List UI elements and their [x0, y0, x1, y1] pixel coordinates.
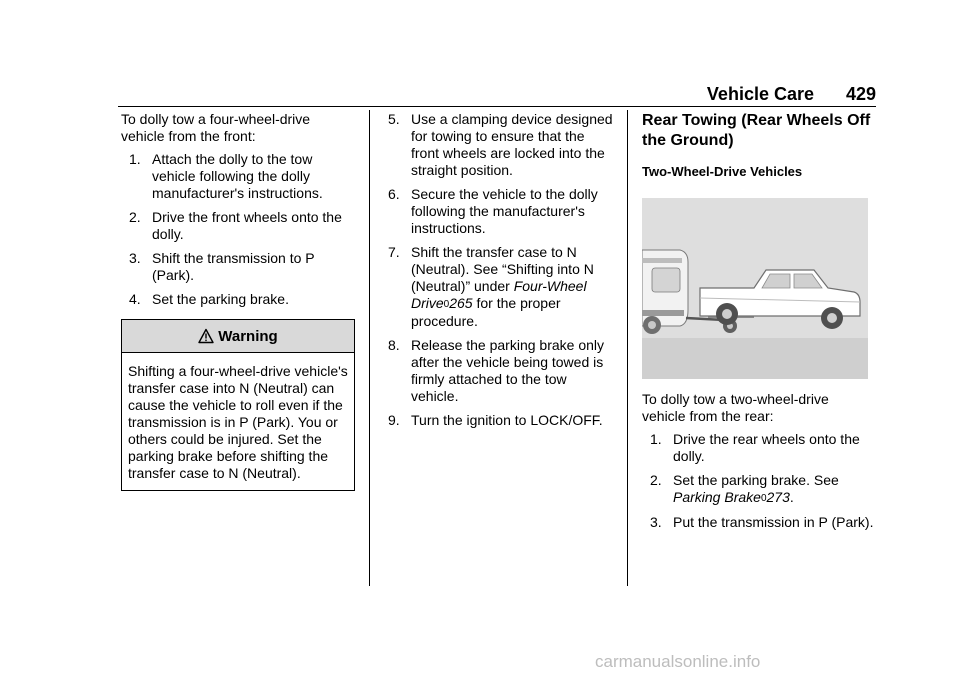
step-text: Release the parking brake only after the vehicle being towed is firmly attached to the tow vehicle. [411, 337, 605, 404]
step-text: Put the transmission in P (Park). [673, 514, 874, 530]
step-number: 1. [650, 431, 662, 447]
list-item [121, 250, 356, 284]
list-item [388, 111, 614, 179]
step-number: 2. [129, 209, 141, 225]
step-number: 2. [650, 472, 662, 488]
step-number: 9. [388, 412, 400, 428]
steps-list [388, 111, 614, 429]
column-divider [369, 110, 370, 586]
list-item [388, 186, 614, 237]
step-text: Set the parking brake. See [673, 472, 839, 488]
reference-arrow-icon: 0 [443, 299, 450, 310]
list-item [642, 431, 876, 465]
steps-list [642, 431, 876, 531]
list-item [388, 244, 614, 330]
step-text: Shift the transfer case to N (Neutral). See “Shifting into N (Neutral)” under [411, 244, 594, 294]
step-text: Secure the vehicle to the dolly following the manufacturer's instructions. [411, 186, 598, 236]
reference-arrow-icon: 0 [760, 493, 767, 504]
step-number: 6. [388, 186, 400, 202]
subsection-heading: Two-Wheel-Drive Vehicles [642, 164, 803, 179]
step-number: 4. [129, 291, 141, 307]
warning-title: Warning [218, 327, 278, 345]
warning-body: Shifting a four-wheel-drive vehicle's transfer case into N (Neutral) can cause the vehicle to roll even if the transmission is in P (Park). You or others could be injured. Set the parking brake before shifting the transfer case to N (Neutral). [128, 363, 348, 481]
list-item [121, 151, 356, 202]
reference-page[interactable]: 273 [766, 489, 790, 505]
step-text: Drive the front wheels onto the dolly. [152, 209, 342, 242]
step-number: 5. [388, 111, 400, 127]
step-text: Drive the rear wheels onto the dolly. [673, 431, 860, 464]
step-number: 3. [129, 250, 141, 266]
list-item [121, 291, 356, 308]
towing-illustration [642, 198, 868, 379]
step-text: Set the parking brake. [152, 291, 289, 307]
list-item [388, 412, 614, 429]
reference-page[interactable]: 265 [449, 295, 473, 311]
cross-reference-link[interactable]: Parking Brake [673, 489, 761, 505]
list-item [121, 209, 356, 243]
step-text: Turn the ignition to LOCK/OFF. [411, 412, 603, 428]
steps-list [121, 151, 356, 308]
intro-paragraph: To dolly tow a two-wheel-drive vehicle from the rear: [642, 391, 829, 424]
watermark: carmanualsonline.info [595, 652, 761, 671]
step-text: Attach the dolly to the tow vehicle following the dolly manufacturer's instructions. [152, 151, 323, 201]
step-number: 8. [388, 337, 400, 353]
column-1 [121, 111, 356, 491]
list-item [642, 472, 876, 507]
section-title: Vehicle Care [706, 84, 814, 104]
step-text: . [789, 489, 794, 505]
step-text: Shift the transmission to P (Park). [152, 250, 315, 283]
section-heading: Rear Towing (Rear Wheels Off the Ground) [642, 112, 871, 149]
page-header [118, 82, 876, 107]
warning-box [121, 319, 355, 491]
step-number: 1. [129, 151, 141, 167]
column-2 [388, 111, 614, 436]
page-number: 429 [845, 84, 876, 104]
intro-paragraph: To dolly tow a four-wheel-drive vehicle from the front: [121, 111, 311, 144]
step-number: 3. [650, 514, 662, 530]
list-item [642, 514, 876, 531]
column-divider [627, 110, 628, 586]
warning-header [122, 320, 354, 353]
list-item [388, 337, 614, 405]
warning-triangle-icon [198, 328, 214, 344]
cross-reference-link[interactable]: Four-Wheel Drive [411, 278, 587, 311]
step-text: Use a clamping device designed for towing to ensure that the front wheels are locked into the straight position. [411, 111, 613, 178]
step-number: 7. [388, 244, 400, 260]
step-text: for the proper procedure. [411, 295, 561, 329]
column-3 [642, 111, 876, 538]
